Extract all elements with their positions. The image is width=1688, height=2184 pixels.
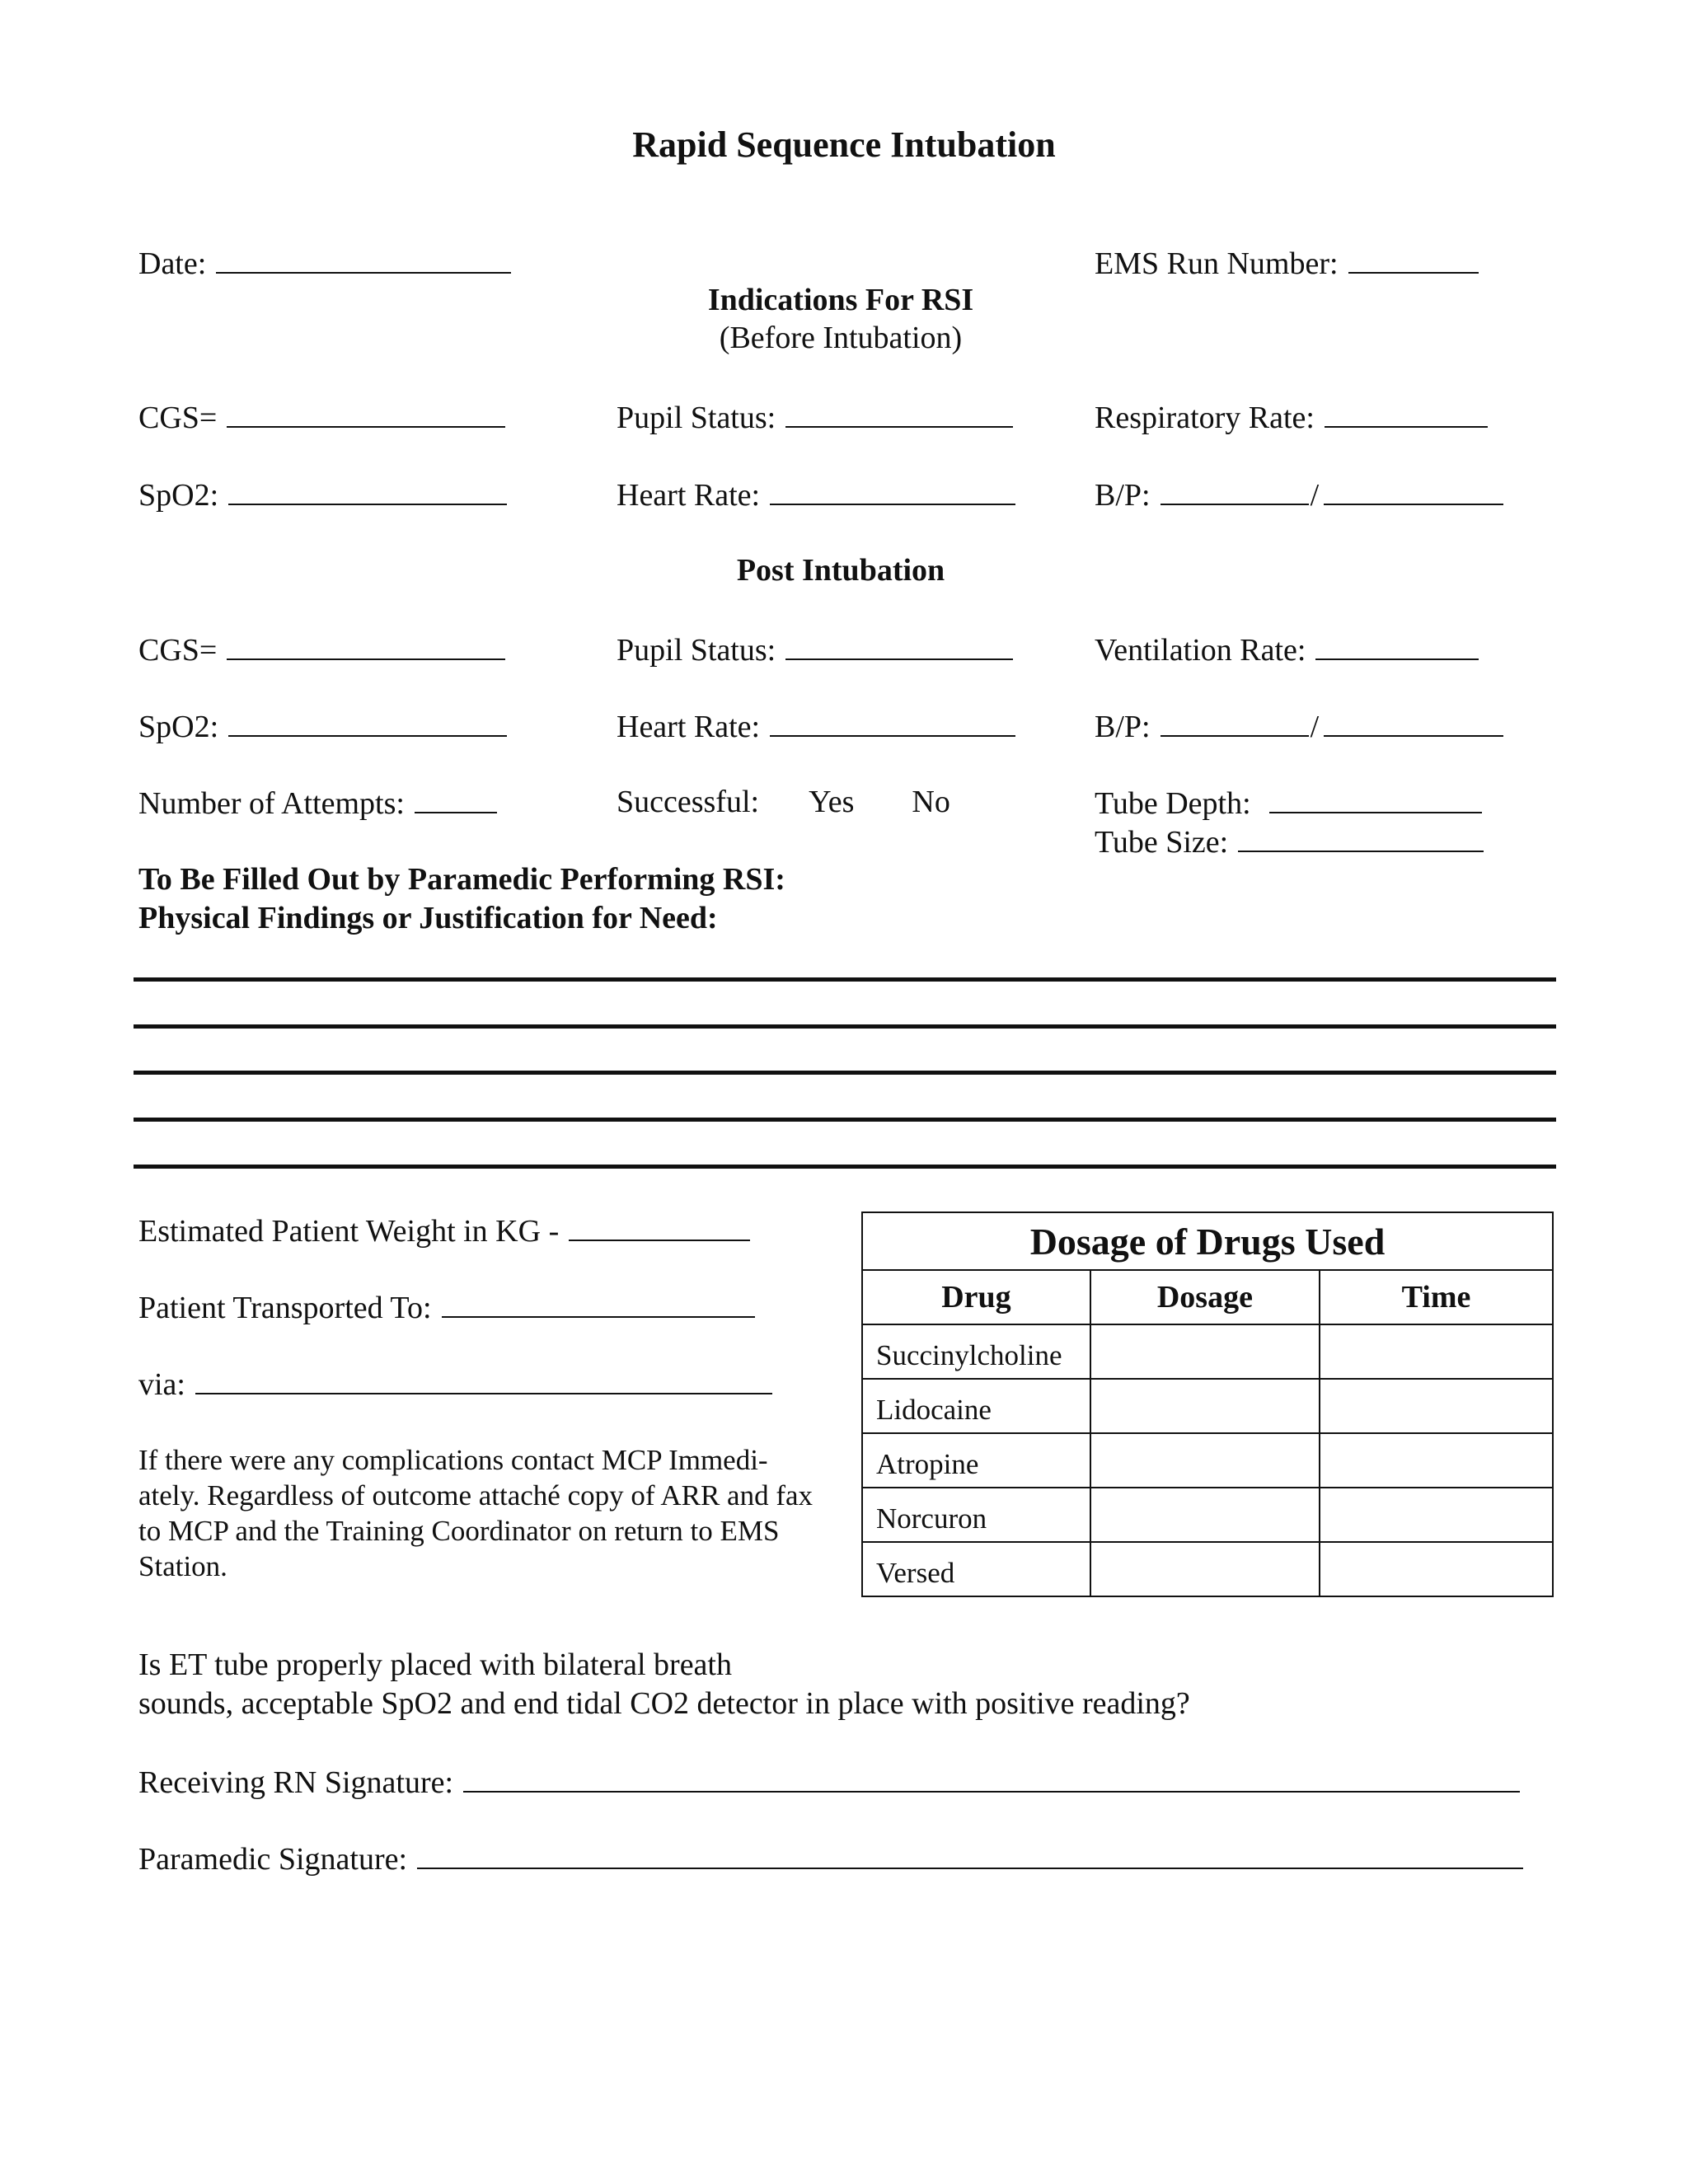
column-header-time: Time xyxy=(1320,1270,1553,1324)
dosage-cell[interactable] xyxy=(1090,1379,1320,1433)
post-vent-field[interactable] xyxy=(1315,630,1479,660)
justification-line[interactable] xyxy=(134,1024,1556,1029)
pre-cgs-field[interactable] xyxy=(227,398,505,428)
dosage-cell[interactable] xyxy=(1090,1542,1320,1596)
pre-spo2-label: SpO2: xyxy=(138,478,219,513)
tube-size-label: Tube Size: xyxy=(1095,825,1229,860)
pre-pupil-label: Pupil Status: xyxy=(617,401,776,435)
pre-bp-row xyxy=(1095,476,1503,513)
post-spo2-field[interactable] xyxy=(228,707,507,737)
transported-label: Patient Transported To: xyxy=(138,1291,432,1325)
ems-run-row xyxy=(1095,244,1479,282)
et-question-line2: sounds, acceptable SpO2 and end tidal CO2 detector in place with positive reading? xyxy=(138,1686,1190,1721)
indications-subheading: (Before Intubation) xyxy=(719,321,963,355)
column-header-dosage: Dosage xyxy=(1090,1270,1320,1324)
pre-resp-row xyxy=(1095,398,1488,436)
post-vent-row xyxy=(1095,630,1479,668)
via-row xyxy=(138,1365,772,1403)
post-bp-row xyxy=(1095,707,1503,745)
post-cgs-label: CGS= xyxy=(138,633,218,668)
post-bp-systolic-field[interactable] xyxy=(1160,707,1309,737)
tube-size-row xyxy=(1095,823,1484,860)
time-cell[interactable] xyxy=(1320,1324,1553,1379)
weight-row xyxy=(138,1212,750,1249)
dosage-cell[interactable] xyxy=(1090,1488,1320,1542)
drug-name: Norcuron xyxy=(862,1488,1090,1542)
transported-row xyxy=(138,1288,755,1326)
pre-hr-row xyxy=(617,476,1015,513)
ems-run-label: EMS Run Number: xyxy=(1095,246,1339,281)
post-pupil-label: Pupil Status: xyxy=(617,633,776,668)
via-field[interactable] xyxy=(195,1365,772,1394)
weight-field[interactable] xyxy=(569,1212,750,1241)
paramedic-instruction: To Be Filled Out by Paramedic Performing RSI: xyxy=(138,862,785,897)
successful-no-option[interactable]: No xyxy=(912,785,950,819)
column-header-drug: Drug xyxy=(862,1270,1090,1324)
rn-signature-field[interactable] xyxy=(463,1763,1520,1793)
time-cell[interactable] xyxy=(1320,1433,1553,1488)
paramedic-signature-field[interactable] xyxy=(417,1840,1523,1869)
pre-hr-label: Heart Rate: xyxy=(617,478,761,513)
pre-cgs-row xyxy=(138,398,505,436)
drug-dosage-table xyxy=(861,1212,1554,1597)
post-cgs-row xyxy=(138,630,505,668)
et-question-line1: Is ET tube properly placed with bilateral breath xyxy=(138,1647,732,1682)
table-row xyxy=(862,1379,1553,1433)
paramedic-signature-row xyxy=(138,1840,1523,1877)
tube-depth-label: Tube Depth: xyxy=(1095,786,1251,821)
post-bp-separator: / xyxy=(1310,710,1320,744)
pre-spo2-field[interactable] xyxy=(228,476,507,505)
pre-pupil-field[interactable] xyxy=(785,398,1013,428)
time-cell[interactable] xyxy=(1320,1379,1553,1433)
dosage-cell[interactable] xyxy=(1090,1433,1320,1488)
pre-spo2-row xyxy=(138,476,507,513)
weight-label: Estimated Patient Weight in KG - xyxy=(138,1214,560,1249)
post-hr-field[interactable] xyxy=(770,707,1015,737)
justification-line[interactable] xyxy=(134,1071,1556,1075)
paramedic-signature-label: Paramedic Signature: xyxy=(138,1842,408,1877)
drug-name: Versed xyxy=(862,1542,1090,1596)
date-label: Date: xyxy=(138,246,207,281)
post-spo2-row xyxy=(138,707,507,745)
pre-pupil-row xyxy=(617,398,1013,436)
drug-name: Lidocaine xyxy=(862,1379,1090,1433)
pre-bp-label: B/P: xyxy=(1095,478,1151,513)
tube-depth-row xyxy=(1095,784,1482,822)
pre-hr-field[interactable] xyxy=(770,476,1015,505)
table-row xyxy=(862,1488,1553,1542)
drug-name: Succinylcholine xyxy=(862,1324,1090,1379)
pre-bp-separator: / xyxy=(1310,478,1320,513)
attempts-label: Number of Attempts: xyxy=(138,786,405,821)
pre-resp-label: Respiratory Rate: xyxy=(1095,401,1315,435)
pre-resp-field[interactable] xyxy=(1325,398,1488,428)
tube-size-field[interactable] xyxy=(1238,823,1484,852)
post-vent-label: Ventilation Rate: xyxy=(1095,633,1306,668)
successful-yes-option[interactable]: Yes xyxy=(809,785,855,819)
post-cgs-field[interactable] xyxy=(227,630,505,660)
rn-signature-label: Receiving RN Signature: xyxy=(138,1765,454,1800)
post-hr-row xyxy=(617,707,1015,745)
table-row xyxy=(862,1324,1553,1379)
complications-note: If there were any complications contact MCP Immedi- ately. Regardless of outcome attaché copy of ARR and fax to MCP and the Training Coordinator on return to EMS Station. xyxy=(138,1444,814,1582)
post-pupil-field[interactable] xyxy=(785,630,1013,660)
justification-line[interactable] xyxy=(134,1118,1556,1122)
pre-bp-systolic-field[interactable] xyxy=(1160,476,1309,505)
date-row xyxy=(138,244,511,282)
indications-heading: Indications For RSI xyxy=(707,283,974,317)
drug-name: Atropine xyxy=(862,1433,1090,1488)
pre-cgs-label: CGS= xyxy=(138,401,218,435)
ems-run-field[interactable] xyxy=(1348,244,1479,274)
rn-signature-row xyxy=(138,1763,1520,1801)
time-cell[interactable] xyxy=(1320,1542,1553,1596)
attempts-field[interactable] xyxy=(415,784,497,813)
successful-row xyxy=(617,784,950,820)
table-row xyxy=(862,1542,1553,1596)
dosage-cell[interactable] xyxy=(1090,1324,1320,1379)
page-title: Rapid Sequence Intubation xyxy=(632,124,1056,165)
attempts-row xyxy=(138,784,497,822)
justification-heading: Physical Findings or Justification for Need: xyxy=(138,901,718,935)
successful-label: Successful: xyxy=(617,785,760,819)
post-spo2-label: SpO2: xyxy=(138,710,219,744)
table-caption: Dosage of Drugs Used xyxy=(862,1212,1553,1270)
justification-line[interactable] xyxy=(134,1165,1556,1169)
transported-field[interactable] xyxy=(442,1288,755,1318)
post-hr-label: Heart Rate: xyxy=(617,710,761,744)
post-pupil-row xyxy=(617,630,1013,668)
date-field[interactable] xyxy=(216,244,511,274)
post-bp-diastolic-field[interactable] xyxy=(1324,707,1503,737)
justification-line[interactable] xyxy=(134,977,1556,982)
pre-bp-diastolic-field[interactable] xyxy=(1324,476,1503,505)
via-label: via: xyxy=(138,1367,185,1402)
table-row xyxy=(862,1433,1553,1488)
time-cell[interactable] xyxy=(1320,1488,1553,1542)
tube-depth-field[interactable] xyxy=(1269,784,1482,813)
post-heading: Post Intubation xyxy=(736,553,945,588)
post-bp-label: B/P: xyxy=(1095,710,1151,744)
